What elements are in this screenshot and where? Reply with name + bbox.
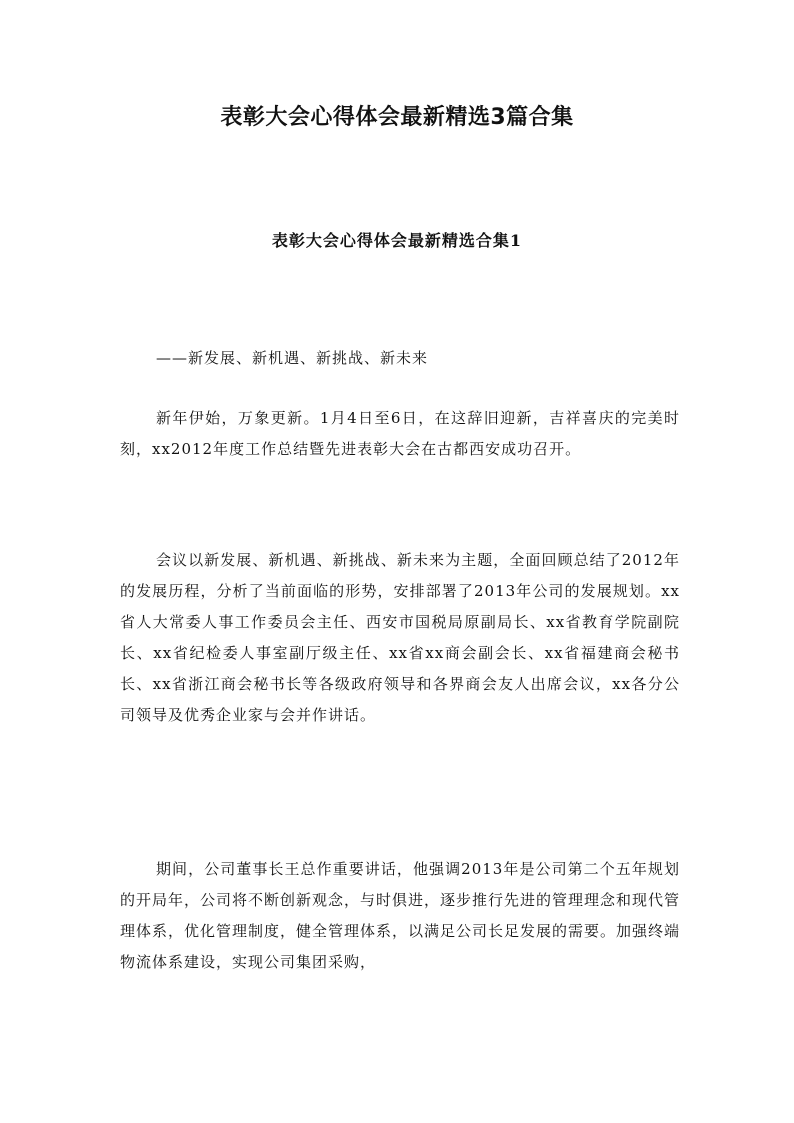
paragraph-3: 期间，公司董事长王总作重要讲话，他强调2013年是公司第二个五年规划的开局年，公司将不断创新观念，与时俱进，逐步推行先进的管理理念和现代管理体系，优化管理制度，健全管理体系，以满足公司长足发展的需要。加强终端物流体系建设，实现公司集团采购， (120, 860, 681, 971)
section-title: 表彰大会心得体会最新精选合集1 (271, 231, 523, 250)
subtitle-text: ——新发展、新机遇、新挑战、新未来 (156, 349, 429, 367)
paragraph-block-3 (120, 854, 680, 978)
document-title: 表彰大会心得体会最新精选3篇合集 (220, 105, 574, 130)
subtitle-block (120, 343, 680, 374)
paragraph-block-2 (120, 545, 680, 731)
paragraph-2: 会议以新发展、新机遇、新挑战、新未来为主题，全面回顾总结了2012年的发展历程，分析了当前面临的形势，安排部署了2013年公司的发展规划。xx省人大常委人事工作委员会主任、西安市国税局原副局长、xx省教育学院副院长、xx省纪检委人事室副厅级主任、xx省xx商会副会长、xx省福建商会秘书长、xx省浙江商会秘书长等各级政府领导和各界商会友人出席会议，xx各分公司领导及优秀企业家与会并作讲话。 (120, 551, 680, 724)
paragraph-1: 新年伊始，万象更新。1月4日至6日，在这辞旧迎新，吉祥喜庆的完美时刻，xx2012年度工作总结暨先进表彰大会在古都西安成功召开。 (120, 409, 680, 458)
paragraph-block-1 (120, 403, 680, 465)
